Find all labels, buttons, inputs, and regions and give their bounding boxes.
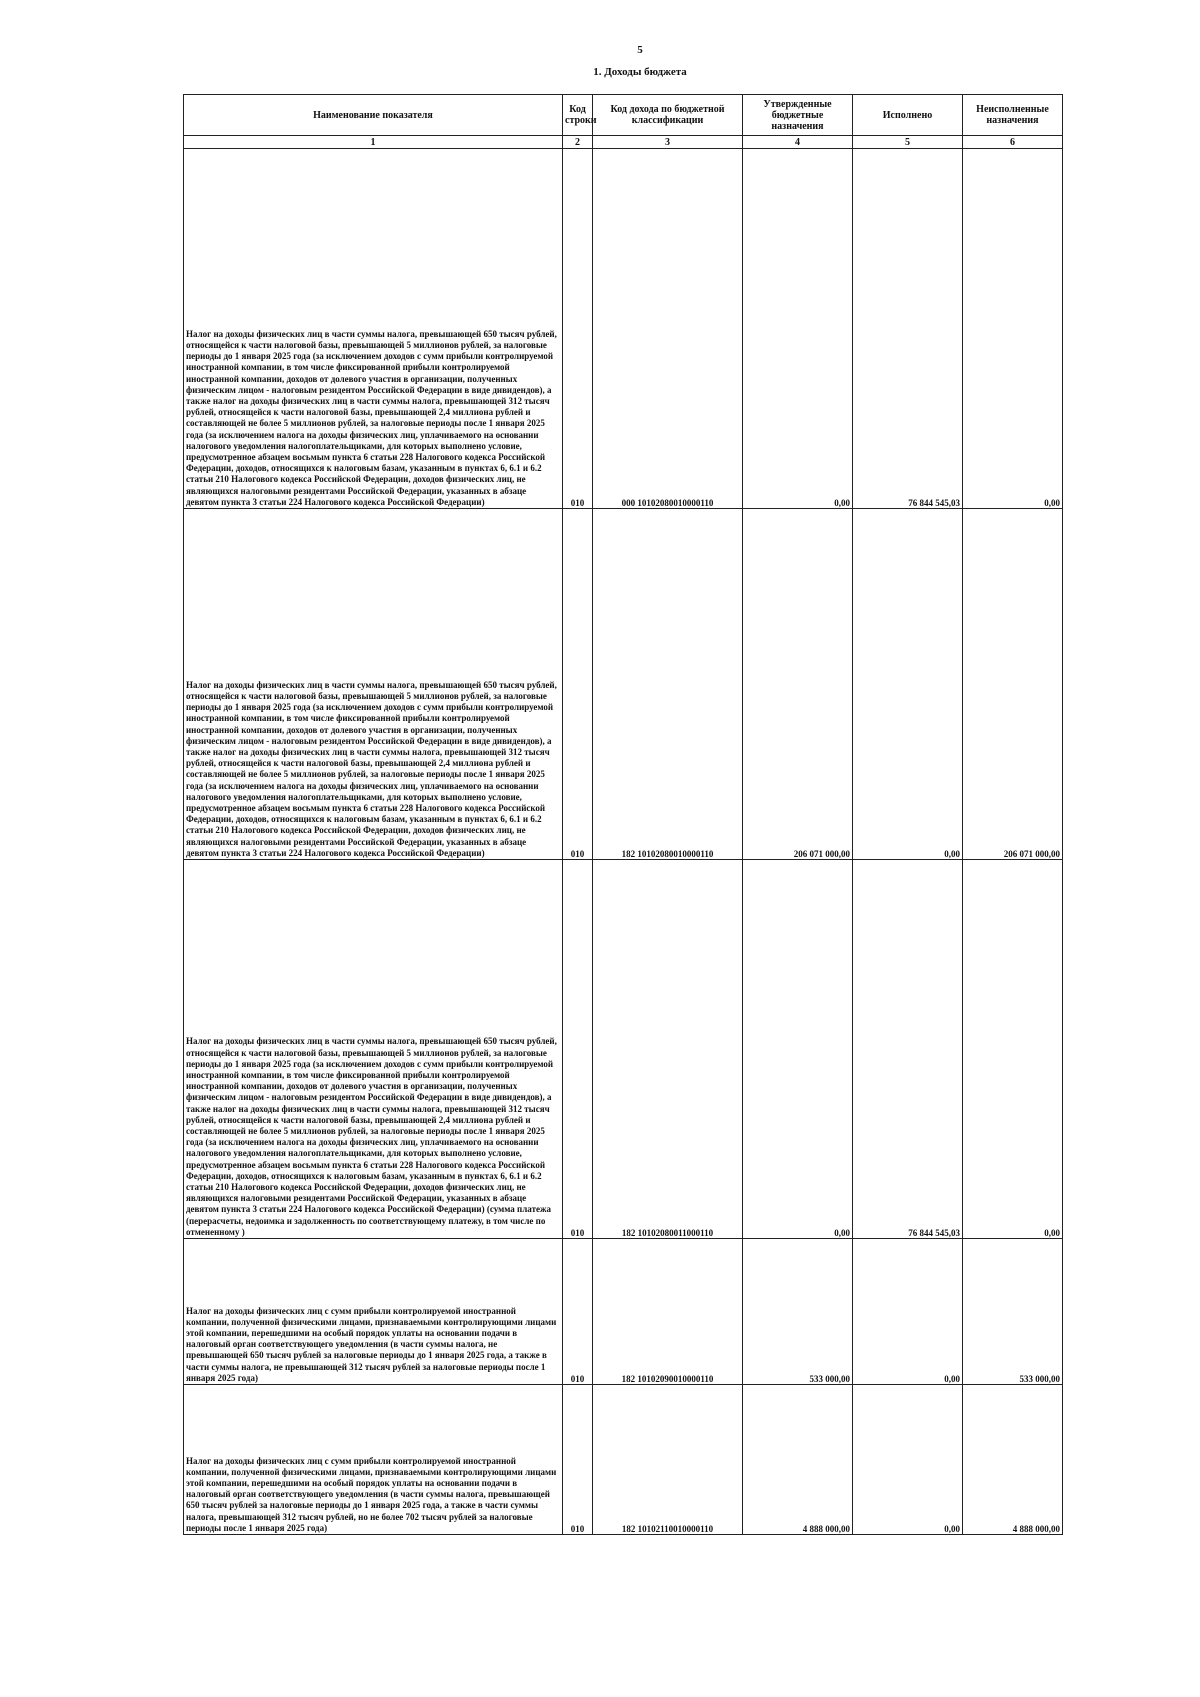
income-table — [183, 94, 1063, 1535]
row-line-code: 010 — [563, 149, 593, 509]
page-number: 5 — [637, 44, 643, 56]
row-kbk: 182 10102110010000110 — [593, 1385, 743, 1535]
row-unexecuted: 0,00 — [963, 149, 1063, 509]
row-line-code: 010 — [563, 860, 593, 1239]
row-unexecuted: 533 000,00 — [963, 1239, 1063, 1385]
row-kbk: 000 10102080010000110 — [593, 149, 743, 509]
row-line-code: 010 — [563, 1385, 593, 1535]
row-kbk: 182 10102080011000110 — [593, 860, 743, 1239]
column-header-line-code: Код строки — [563, 95, 593, 136]
row-approved: 533 000,00 — [743, 1239, 853, 1385]
section-title: 1. Доходы бюджета — [593, 66, 687, 78]
row-line-code: 010 — [563, 509, 593, 860]
table-row — [184, 1385, 1063, 1535]
row-executed: 0,00 — [853, 1385, 963, 1535]
table-row — [184, 1239, 1063, 1385]
column-number: 4 — [743, 136, 853, 149]
row-kbk: 182 10102080010000110 — [593, 509, 743, 860]
table-row — [184, 860, 1063, 1239]
column-number: 5 — [853, 136, 963, 149]
row-name: Налог на доходы физических лиц в части суммы налога, превышающей 650 тысяч рублей, относящейся к части налоговой базы, превышающей 5 миллионов рублей, за налоговые периоды до 1 января 2025 года (за исключением доходов с сумм прибыли контролируемой иностранной компании, в том числе фиксированной прибыли контролируемой иностранной компании, доходов от долевого участия в организации, полученных физическим лицом - налоговым резидентом Российской Федерации в виде дивидендов), а также налог на доходы физических лиц в части суммы налога, превышающей 312 тысяч рублей, относящейся к части налоговой базы, превышающей 2,4 миллиона рублей и составляющей не более 5 миллионов рублей, за налоговые периоды после 1 января 2025 года (за исключением налога на доходы физических лиц, уплачиваемого на основании налогового уведомления налогоплательщиками, для которых выполнено условие, предусмотренное абзацем восьмым пункта 6 статьи 228 Налогового кодекса Российской Федерации, доходов, относящихся к налоговым базам, указанным в пунктах 6, 6.1 и 6.2 статьи 210 Налогового кодекса Российской Федерации, доходов физических лиц, не являющихся налоговыми резидентами Российской Федерации, указанных в абзаце девятом пункта 3 статьи 224 Налогового кодекса Российской Федерации) — [184, 149, 563, 509]
header-row — [184, 95, 1063, 136]
column-number: 6 — [963, 136, 1063, 149]
row-approved: 4 888 000,00 — [743, 1385, 853, 1535]
row-approved: 0,00 — [743, 860, 853, 1239]
table-row — [184, 149, 1063, 509]
column-header-unexecuted: Неисполненные назначения — [963, 95, 1063, 136]
row-name: Налог на доходы физических лиц с сумм прибыли контролируемой иностранной компании, полученной физическими лицами, признаваемыми контролирующими лицами этой компании, перешедшими на особый порядок уплаты на основании подачи в налоговый орган соответствующего уведомления (в части суммы налога, превышающей 650 тысяч рублей за налоговые периоды до 1 января 2025 года, а также в части суммы налога, превышающей 312 тысяч рублей, но не более 702 тысяч рублей за налоговые периоды после 1 января 2025 года) — [184, 1385, 563, 1535]
column-header-name: Наименование показателя — [184, 95, 563, 136]
column-number-row — [184, 136, 1063, 149]
row-kbk: 182 10102090010000110 — [593, 1239, 743, 1385]
row-executed: 0,00 — [853, 509, 963, 860]
row-approved: 0,00 — [743, 149, 853, 509]
row-name: Налог на доходы физических лиц с сумм прибыли контролируемой иностранной компании, полученной физическими лицами, признаваемыми контролирующими лицами этой компании, перешедшими на особый порядок уплаты на основании подачи в налоговый орган соответствующего уведомления (в части суммы налога, не превышающей 650 тысяч рублей за налоговые периоды до 1 января 2025 года, а также в части суммы налога, не превышающей 312 тысяч рублей за налоговые периоды после 1 января 2025 года) — [184, 1239, 563, 1385]
row-unexecuted: 4 888 000,00 — [963, 1385, 1063, 1535]
column-number: 2 — [563, 136, 593, 149]
row-line-code: 010 — [563, 1239, 593, 1385]
row-unexecuted: 206 071 000,00 — [963, 509, 1063, 860]
row-executed: 0,00 — [853, 1239, 963, 1385]
column-number: 3 — [593, 136, 743, 149]
column-header-approved: Утвержденные бюджетные назначения — [743, 95, 853, 136]
column-number: 1 — [184, 136, 563, 149]
column-header-kbk: Код дохода по бюджетной классификации — [593, 95, 743, 136]
row-executed: 76 844 545,03 — [853, 860, 963, 1239]
table-row — [184, 509, 1063, 860]
row-executed: 76 844 545,03 — [853, 149, 963, 509]
row-approved: 206 071 000,00 — [743, 509, 853, 860]
row-name: Налог на доходы физических лиц в части суммы налога, превышающей 650 тысяч рублей, относящейся к части налоговой базы, превышающей 5 миллионов рублей, за налоговые периоды до 1 января 2025 года (за исключением доходов с сумм прибыли контролируемой иностранной компании, в том числе фиксированной прибыли контролируемой иностранной компании, доходов от долевого участия в организации, полученных физическим лицом - налоговым резидентом Российской Федерации в виде дивидендов), а также налог на доходы физических лиц в части суммы налога, превышающей 312 тысяч рублей, относящейся к части налоговой базы, превышающей 2,4 миллиона рублей и составляющей не более 5 миллионов рублей, за налоговые периоды после 1 января 2025 года (за исключением налога на доходы физических лиц, уплачиваемого на основании налогового уведомления налогоплательщиками, для которых выполнено условие, предусмотренное абзацем восьмым пункта 6 статьи 228 Налогового кодекса Российской Федерации, доходов, относящихся к налоговым базам, указанным в пунктах 6, 6.1 и 6.2 статьи 210 Налогового кодекса Российской Федерации, доходов физических лиц, не являющихся налоговыми резидентами Российской Федерации, указанных в абзаце девятом пункта 3 статьи 224 Налогового кодекса Российской Федерации) — [184, 509, 563, 860]
column-header-executed: Исполнено — [853, 95, 963, 136]
row-name: Налог на доходы физических лиц в части суммы налога, превышающей 650 тысяч рублей, относящейся к части налоговой базы, превышающей 5 миллионов рублей, за налоговые периоды до 1 января 2025 года (за исключением доходов с сумм прибыли контролируемой иностранной компании, в том числе фиксированной прибыли контролируемой иностранной компании, доходов от долевого участия в организации, полученных физическим лицом - налоговым резидентом Российской Федерации в виде дивидендов), а также налог на доходы физических лиц в части суммы налога, превышающей 312 тысяч рублей, относящейся к части налоговой базы, превышающей 2,4 миллиона рублей и составляющей не более 5 миллионов рублей, за налоговые периоды после 1 января 2025 года (за исключением налога на доходы физических лиц, уплачиваемого на основании налогового уведомления налогоплательщиками, для которых выполнено условие, предусмотренное абзацем восьмым пункта 6 статьи 228 Налогового кодекса Российской Федерации, доходов, относящихся к налоговым базам, указанным в пунктах 6, 6.1 и 6.2 статьи 210 Налогового кодекса Российской Федерации, доходов физических лиц, не являющихся налоговыми резидентами Российской Федерации, указанных в абзаце девятом пункта 3 статьи 224 Налогового кодекса Российской Федерации) (сумма платежа (перерасчеты, недоимка и задолженность по соответствующему платежу, в том числе по отмененному ) — [184, 860, 563, 1239]
row-unexecuted: 0,00 — [963, 860, 1063, 1239]
